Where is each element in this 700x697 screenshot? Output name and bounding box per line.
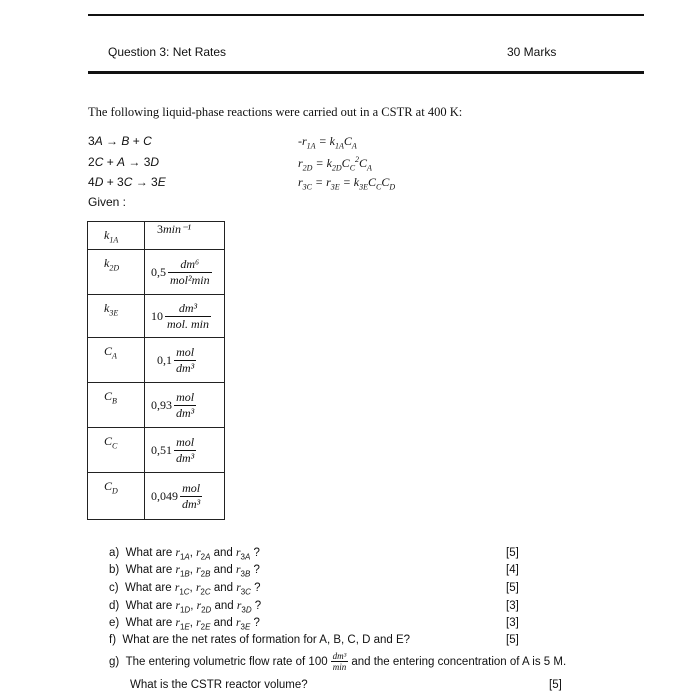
question-f: f) What are the net rates of formation for A, B, C, D and E?: [109, 634, 411, 646]
given-value: 0,1 $\frac{\text{mol}}{\text{dm³}}$: [145, 338, 225, 383]
given-value: 0,93 $\frac{\text{mol}}{\text{dm³}}$: [145, 383, 225, 428]
question-g-line2: What is the CSTR reactor volume?: [130, 679, 308, 691]
given-symbol: $k_{1A}$: [88, 222, 145, 250]
points-a: [5]: [506, 547, 519, 559]
given-symbol: $C_C$: [88, 428, 145, 473]
question-a: a) What are $r_{1A}$, $r_{2A}$ and $r_{3A}$ ?: [109, 547, 260, 562]
rate-law-3: $r_{3C} = r_{3E} = k_{3E}C_CC_D$: [298, 175, 396, 192]
points-c: [5]: [506, 582, 519, 594]
question-title: Question 3: Net Rates: [108, 45, 227, 59]
question-c: c) What are $r_{1C}$, $r_{2C}$ and $r_{3C}$ ?: [109, 582, 261, 597]
reaction-2: 2C + A → 3D: [88, 155, 160, 169]
given-label: Given :: [88, 195, 127, 209]
header-rule: [88, 71, 644, 74]
reaction-3: 4D + 3C → 3E: [88, 175, 166, 189]
reaction-1: 3A → B + C: [88, 134, 152, 148]
given-symbol: $k_{2D}$: [88, 250, 145, 295]
given-value: 0,51 $\frac{\text{mol}}{\text{dm³}}$: [145, 428, 225, 473]
given-value: 3 min⁻¹: [145, 222, 225, 250]
total-marks: 30 Marks: [507, 45, 557, 59]
given-symbol: $C_A$: [88, 338, 145, 383]
given-symbol: $C_B$: [88, 383, 145, 428]
rate-law-2: $r_{2D} = k_{2D}C_C^2C_A$: [298, 155, 372, 173]
question-d: d) What are $r_{1D}$, $r_{2D}$ and $r_{3D}$ ?: [109, 600, 262, 615]
question-g: g) The entering volumetric flow rate of 100 $\frac{\text{dm³}}{\min}$ and the entering concentration of A is 5 M.: [109, 651, 567, 672]
points-g: [5]: [549, 679, 562, 691]
given-symbol: $C_D$: [88, 473, 145, 520]
points-e: [3]: [506, 617, 519, 629]
points-f: [5]: [506, 634, 519, 646]
rate-law-1: $-r_{1A} = k_{1A}C_A$: [298, 134, 357, 151]
points-b: [4]: [506, 564, 519, 576]
given-value: 10 $\frac{\text{dm³}}{\text{mol. min}}$: [145, 295, 225, 338]
given-value: 0,049 $\frac{\text{mol}}{\text{dm³}}$: [145, 473, 225, 520]
question-b: b) What are $r_{1B}$, $r_{2B}$ and $r_{3B}$ ?: [109, 564, 260, 579]
given-symbol: $k_{3E}$: [88, 295, 145, 338]
intro-text: The following liquid-phase reactions were carried out in a CSTR at 400 K:: [88, 105, 463, 119]
top-rule: [88, 14, 644, 16]
given-value: 0,5 $\frac{\text{dm⁶}}{\text{mol²min}}$: [145, 250, 225, 295]
given-table: [87, 221, 225, 520]
question-e: e) What are $r_{1E}$, $r_{2E}$ and $r_{3E}$ ?: [109, 617, 260, 632]
points-d: [3]: [506, 600, 519, 612]
